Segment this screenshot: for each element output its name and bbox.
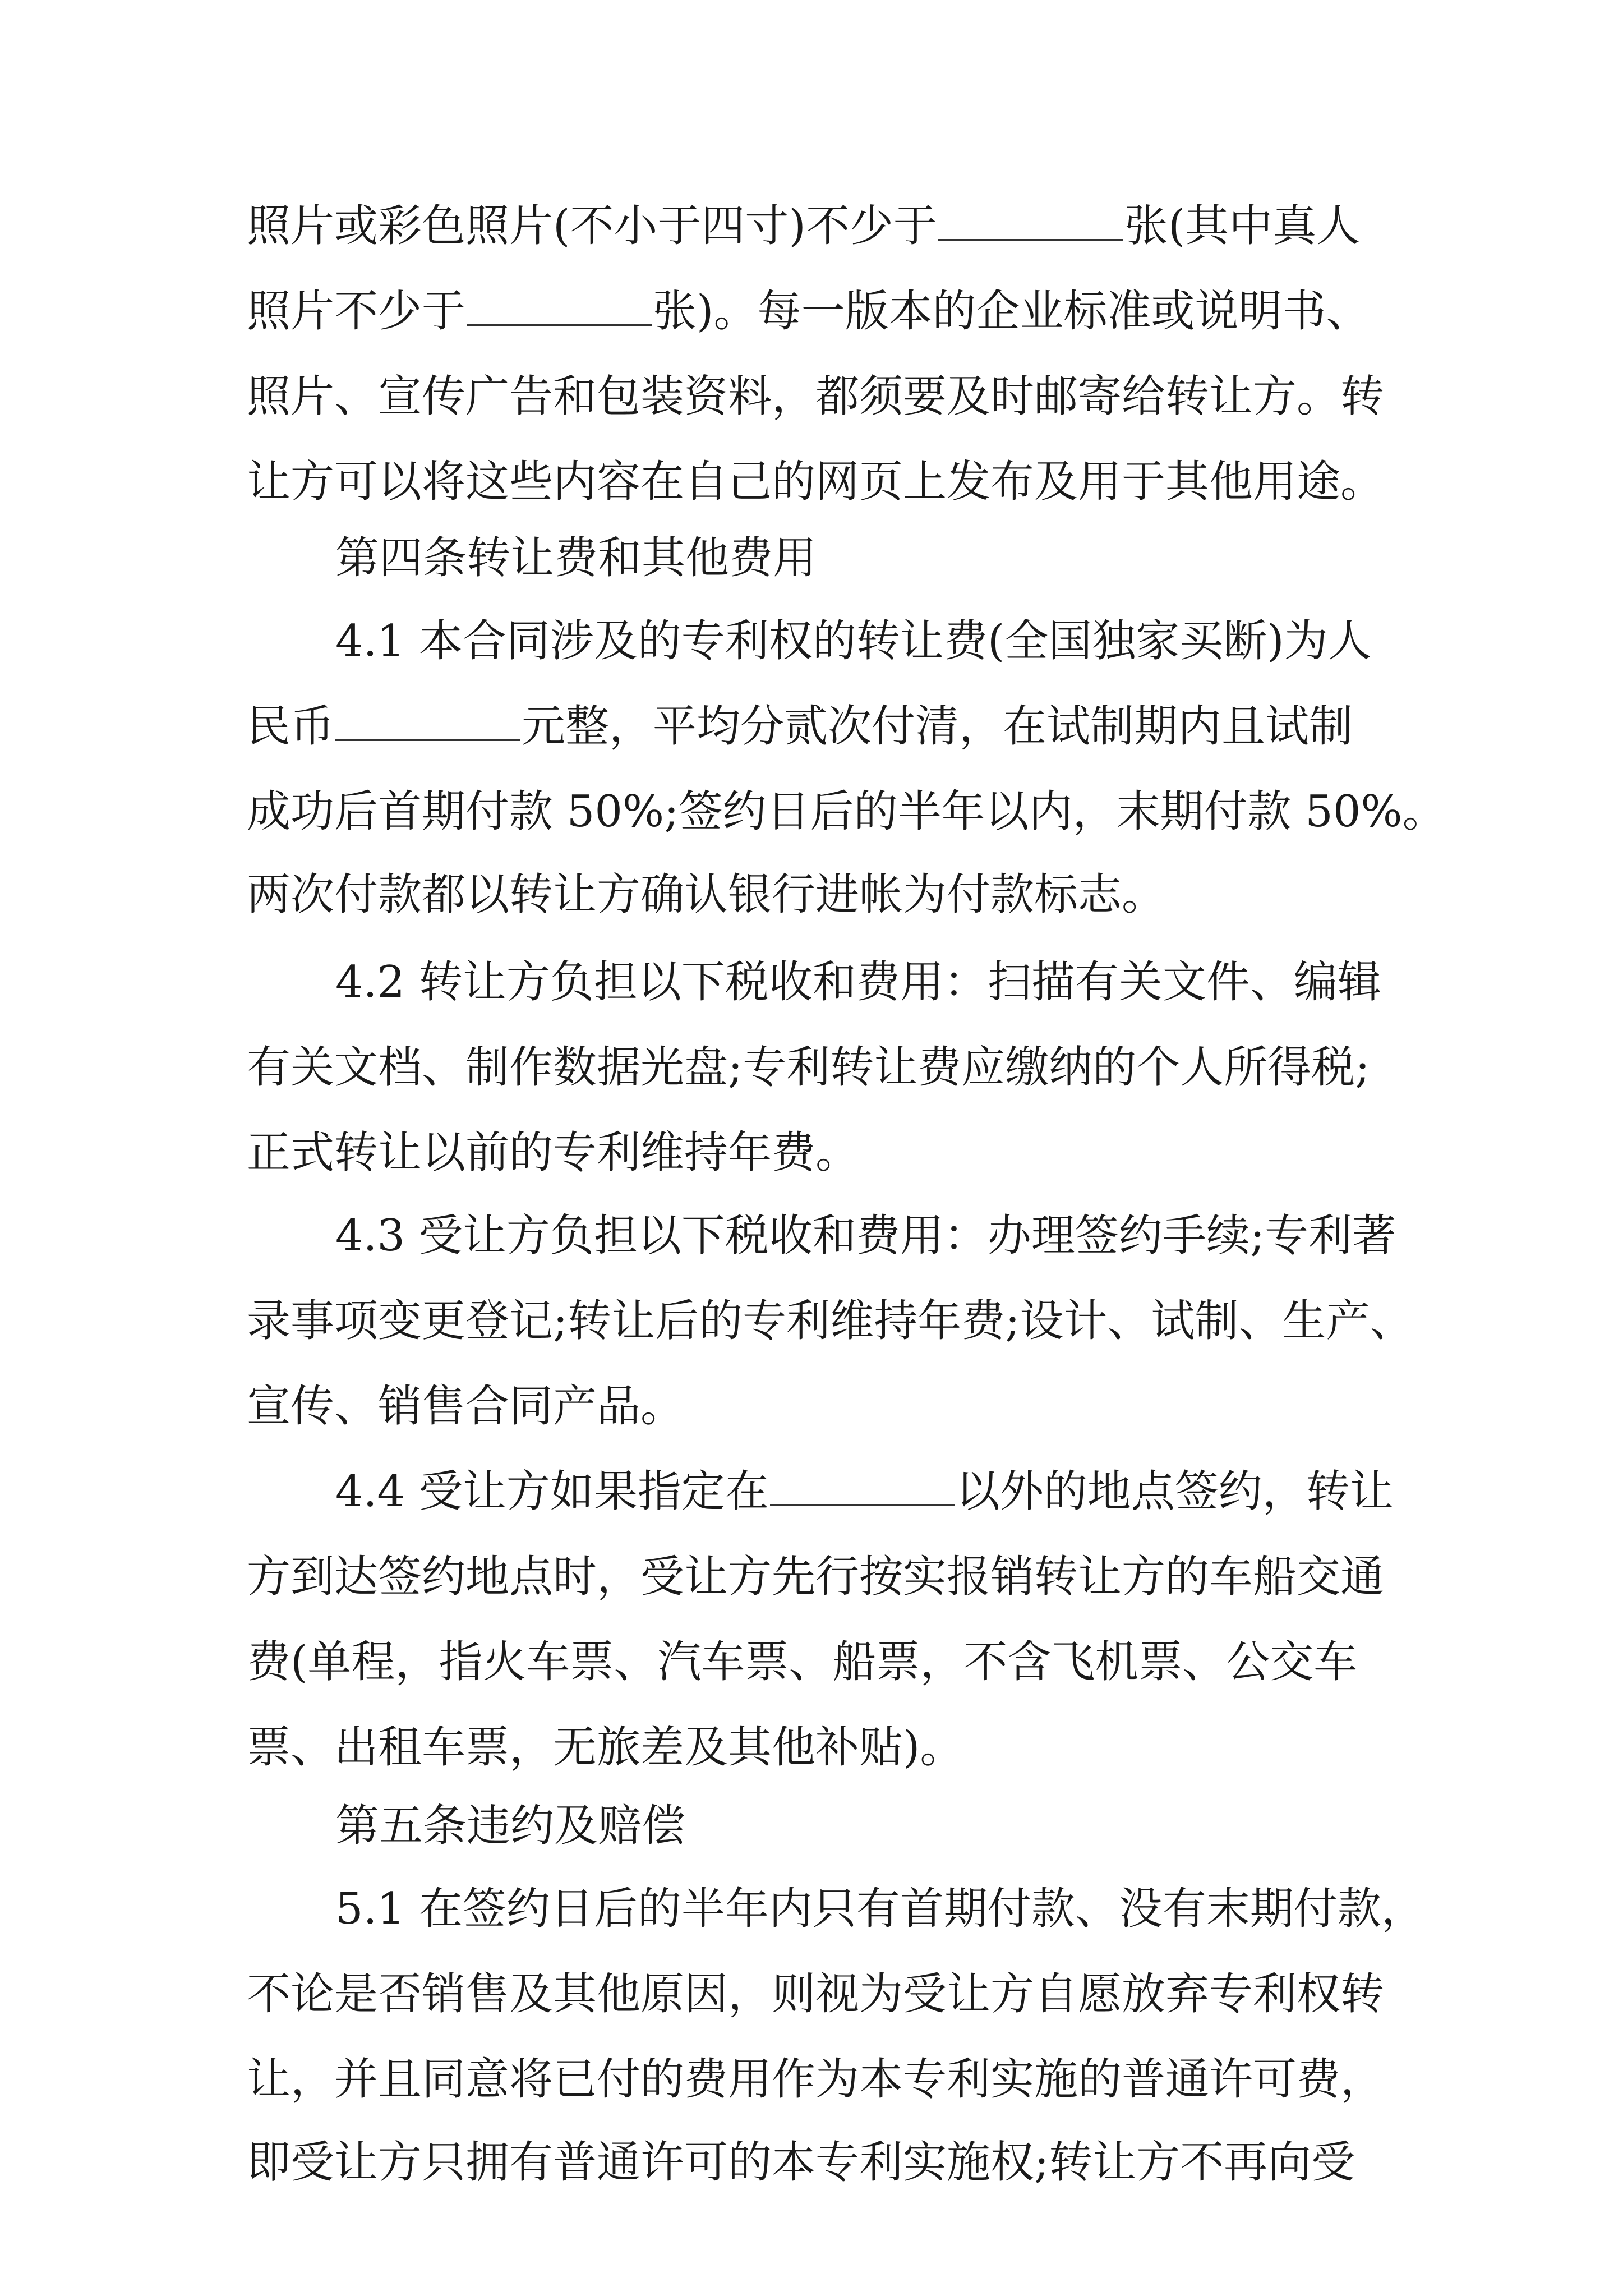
body-line-3: 照片、宣传广告和包装资料，都须要及时邮寄给转让方。转 (247, 371, 1385, 422)
body-line-1: 照片或彩色照片(不小于四寸)不少于 张(其中真人 (247, 201, 1361, 251)
body-line-22: 不论是否销售及其他原因，则视为受让方自愿放弃专利权转 (247, 1969, 1385, 2019)
fill-in-blank[interactable] (335, 702, 520, 741)
body-line-17: 方到达签约地点时，受让方先行按实报销转让方的车船交通 (247, 1552, 1385, 1602)
section-heading-4: 第四条转让费和其他费用 (335, 533, 817, 583)
body-line-18: 费(单程，指火车票、汽车票、船票，不含飞机票、公交车 (247, 1637, 1358, 1687)
body-line-16: 4.4 受让方如果指定在 以外的地点签约，转让 (335, 1466, 1394, 1517)
body-line-11: 有关文档、制作数据光盘;专利转让费应缴纳的个人所得税; (247, 1042, 1370, 1093)
body-line-10: 4.2 转让方负担以下税收和费用：扫描有关文件、编辑 (335, 957, 1381, 1007)
body-line-7: 民币 元整，平均分贰次付清，在试制期内且试制 (247, 701, 1353, 752)
section-heading-5: 第五条违约及赔偿 (335, 1801, 686, 1851)
body-line-24: 即受让方只拥有普通许可的本专利实施权;转让方不再向受 (247, 2137, 1355, 2188)
body-line-15: 宣传、销售合同产品。 (247, 1381, 685, 1432)
body-line-9: 两次付款都以转让方确认银行进帐为付款标志。 (247, 869, 1166, 920)
body-line-21: 5.1 在签约日后的半年内只有首期付款、没有末期付款， (335, 1884, 1425, 1934)
body-line-6: 4.1 本合同涉及的专利权的转让费(全国独家买断)为人 (335, 616, 1372, 666)
fill-in-blank[interactable] (938, 202, 1123, 241)
body-line-14: 录事项变更登记;转让后的专利维持年费;设计、试制、生产、 (247, 1296, 1414, 1346)
body-line-12: 正式转让以前的专利维持年费。 (247, 1128, 860, 1178)
fill-in-blank[interactable] (467, 287, 652, 326)
body-line-4: 让方可以将这些内容在自己的网页上发布及用于其他用途。 (247, 457, 1385, 507)
body-line-13: 4.3 受让方负担以下税收和费用：办理签约手续;专利著 (335, 1211, 1396, 1261)
body-line-8: 成功后首期付款 50%;签约日后的半年以内，末期付款 50%。 (247, 786, 1446, 837)
fill-in-blank[interactable] (770, 1467, 955, 1506)
body-line-23: 让，并且同意将已付的费用作为本专利实施的普通许可费， (247, 2054, 1385, 2105)
body-line-2: 照片不少于 张)。每一版本的企业标准或说明书、 (247, 286, 1370, 337)
body-line-19: 票、出租车票，无旅差及其他补贴)。 (247, 1722, 964, 1773)
